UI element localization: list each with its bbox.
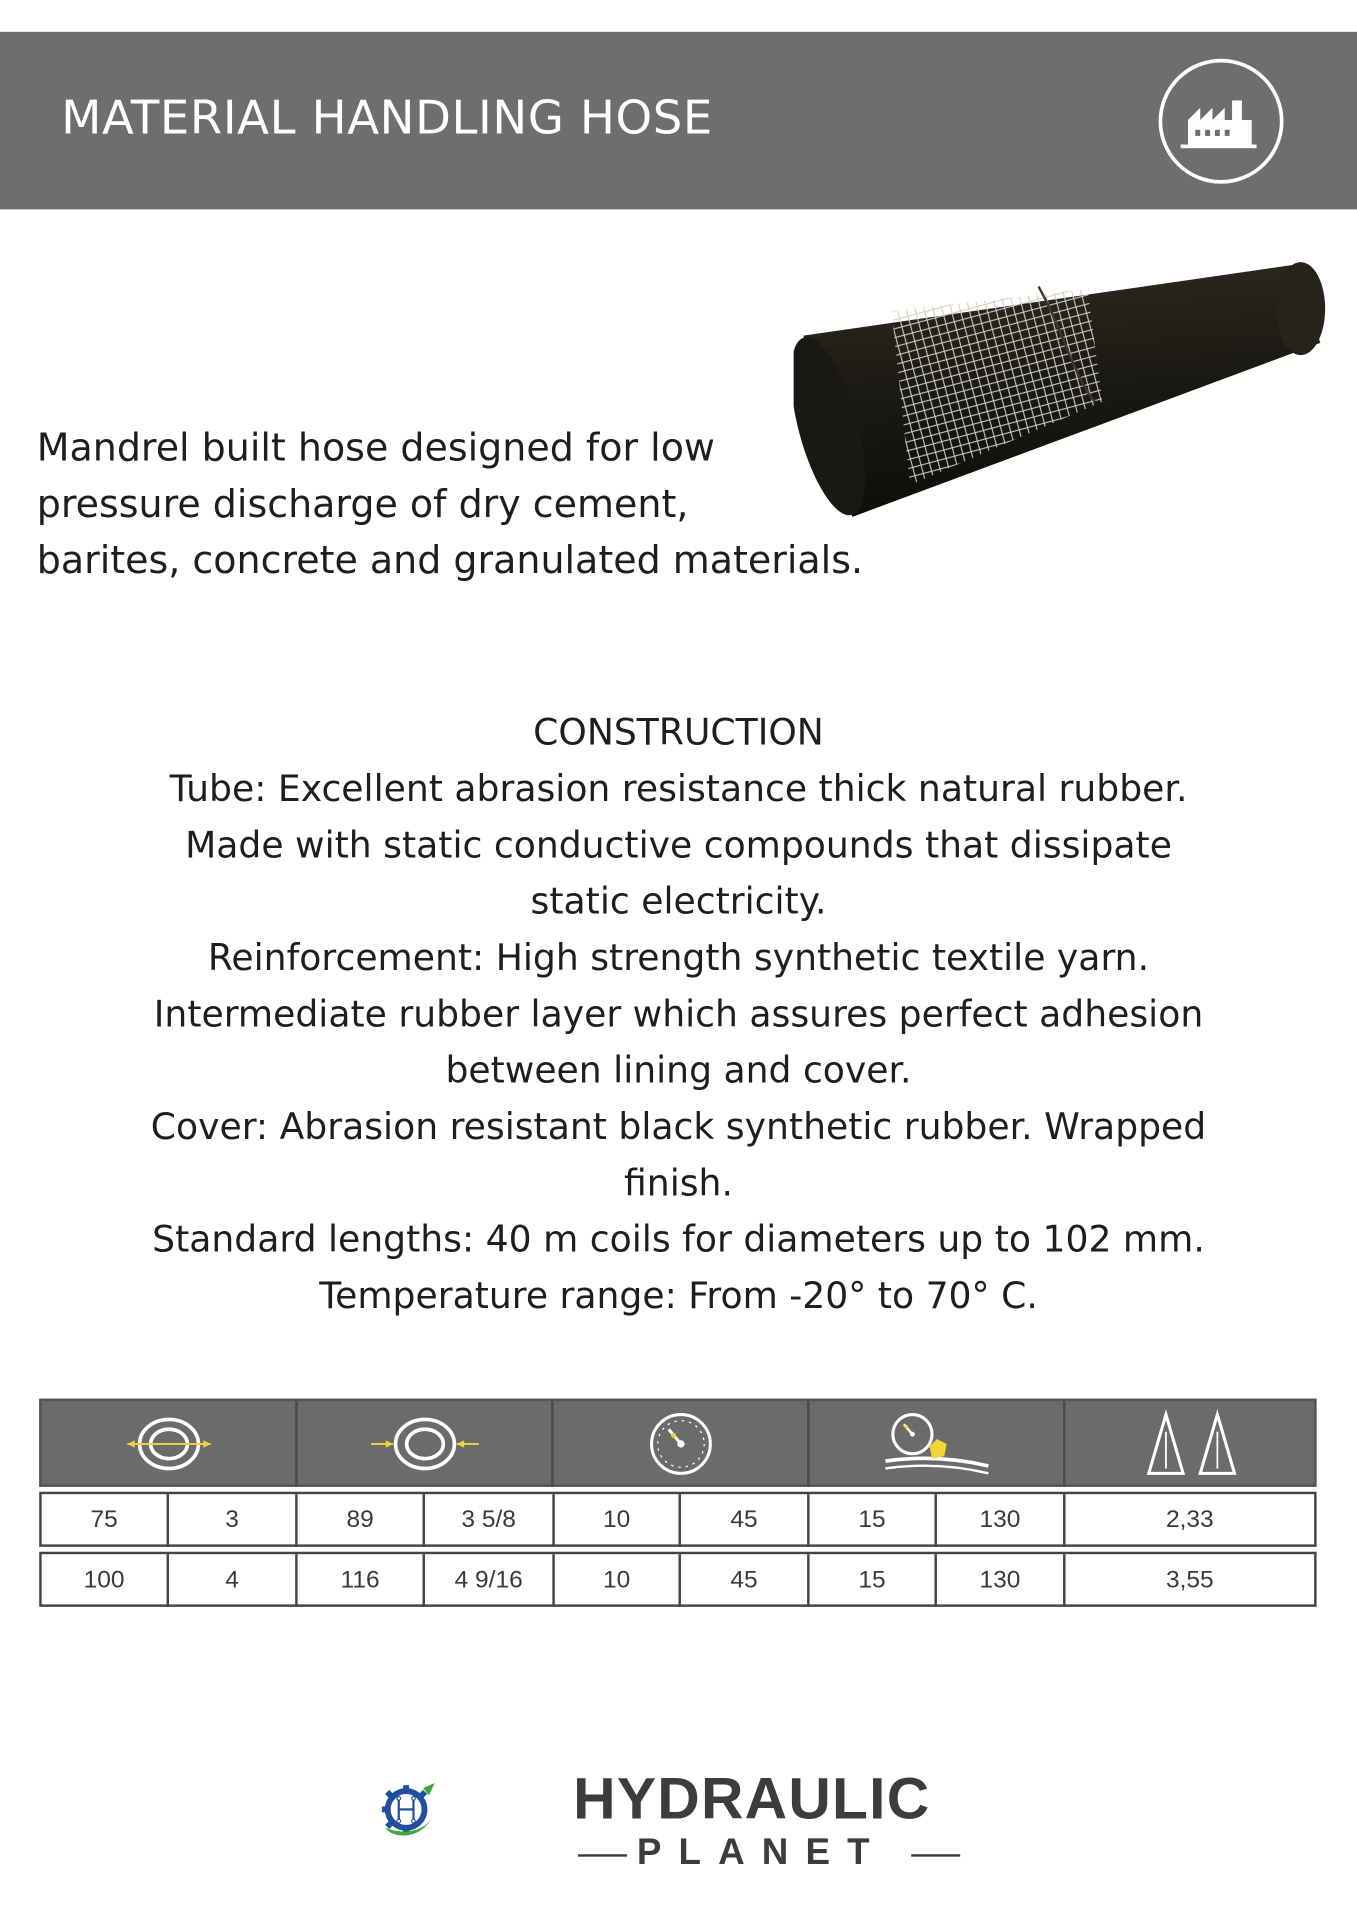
construction-line: between lining and cover.	[445, 1049, 912, 1092]
construction-line: Made with static conductive compounds that dissipate	[185, 824, 1172, 866]
table-cell: 3,55	[1165, 1566, 1214, 1594]
inner-diameter-icon	[119, 1413, 217, 1474]
construction-line: Reinforcement: High strength synthetic textile yarn.	[207, 936, 1150, 979]
table-cell: 45	[681, 1554, 810, 1607]
factory-badge	[1159, 59, 1284, 184]
construction-line: Temperature range: From -20° to 70° C.	[319, 1274, 1038, 1317]
logo-rule-right	[911, 1854, 960, 1856]
construction-heading: CONSTRUCTION	[533, 711, 824, 754]
header-cell-burst-pressure	[810, 1401, 1066, 1487]
table-cell: 116	[298, 1554, 425, 1607]
table-cell: 45	[681, 1494, 810, 1547]
intro-line: barites, concrete and granulated materials.	[36, 538, 864, 583]
table-cell: 89	[298, 1494, 425, 1547]
table-row	[39, 1492, 1316, 1547]
table-cell: 4	[169, 1554, 298, 1607]
header-cell-inner-diameter	[42, 1401, 298, 1487]
table-cell: 130	[937, 1494, 1066, 1547]
construction-line: Cover: Abrasion resistant black synthetic rubber. Wrapped	[150, 1105, 1207, 1148]
table-cell: 10	[555, 1554, 681, 1607]
table-cell: 100	[42, 1554, 169, 1607]
hydraulic-planet-logo	[380, 1712, 564, 1908]
page-title: MATERIAL HANDLING HOSE	[61, 90, 713, 145]
logo-wordmark-planet: PLANET	[636, 1832, 887, 1873]
table-cell: 2,33	[1165, 1506, 1214, 1534]
intro-text	[37, 420, 992, 589]
table-cell: 75	[42, 1494, 169, 1547]
table-row	[39, 1552, 1316, 1607]
spec-table	[39, 1399, 1316, 1607]
gear-icon	[382, 1783, 435, 1836]
table-cell: 10	[555, 1494, 681, 1547]
table-cell: 3 5/8	[425, 1494, 555, 1547]
table-cell: 3	[169, 1494, 298, 1547]
table-cell: 15	[810, 1494, 937, 1547]
table-cell: 15	[810, 1554, 937, 1607]
pressure-gauge-icon	[644, 1410, 717, 1479]
intro-line: pressure discharge of dry cement,	[36, 482, 689, 527]
intro-line: Mandrel built hose designed for low	[36, 426, 715, 471]
construction-line: Tube: Excellent abrasion resistance thick natural rubber.	[169, 767, 1188, 810]
factory-icon	[1159, 59, 1277, 177]
burst-pressure-icon	[878, 1410, 996, 1479]
construction-line: Intermediate rubber layer which assures perfect adhesion	[153, 993, 1204, 1035]
construction-line: finish.	[624, 1162, 733, 1204]
construction-line: Standard lengths: 40 m coils for diameters up to 102 mm.	[152, 1218, 1205, 1261]
spec-table-header	[39, 1399, 1316, 1487]
table-cell: 130	[937, 1554, 1066, 1607]
outer-diameter-icon	[366, 1413, 484, 1474]
weight-icon	[1138, 1407, 1243, 1480]
table-cell: 4 9/16	[425, 1554, 555, 1607]
construction-line: static electricity.	[530, 880, 827, 923]
construction-section	[37, 704, 1321, 1324]
header-cell-outer-diameter	[298, 1401, 554, 1487]
header-cell-weight	[1066, 1401, 1317, 1487]
logo-wordmark-hydraulic: HYDRAULIC	[573, 1767, 931, 1833]
header-cell-working-pressure	[554, 1401, 810, 1487]
logo-rule-left	[578, 1854, 627, 1856]
